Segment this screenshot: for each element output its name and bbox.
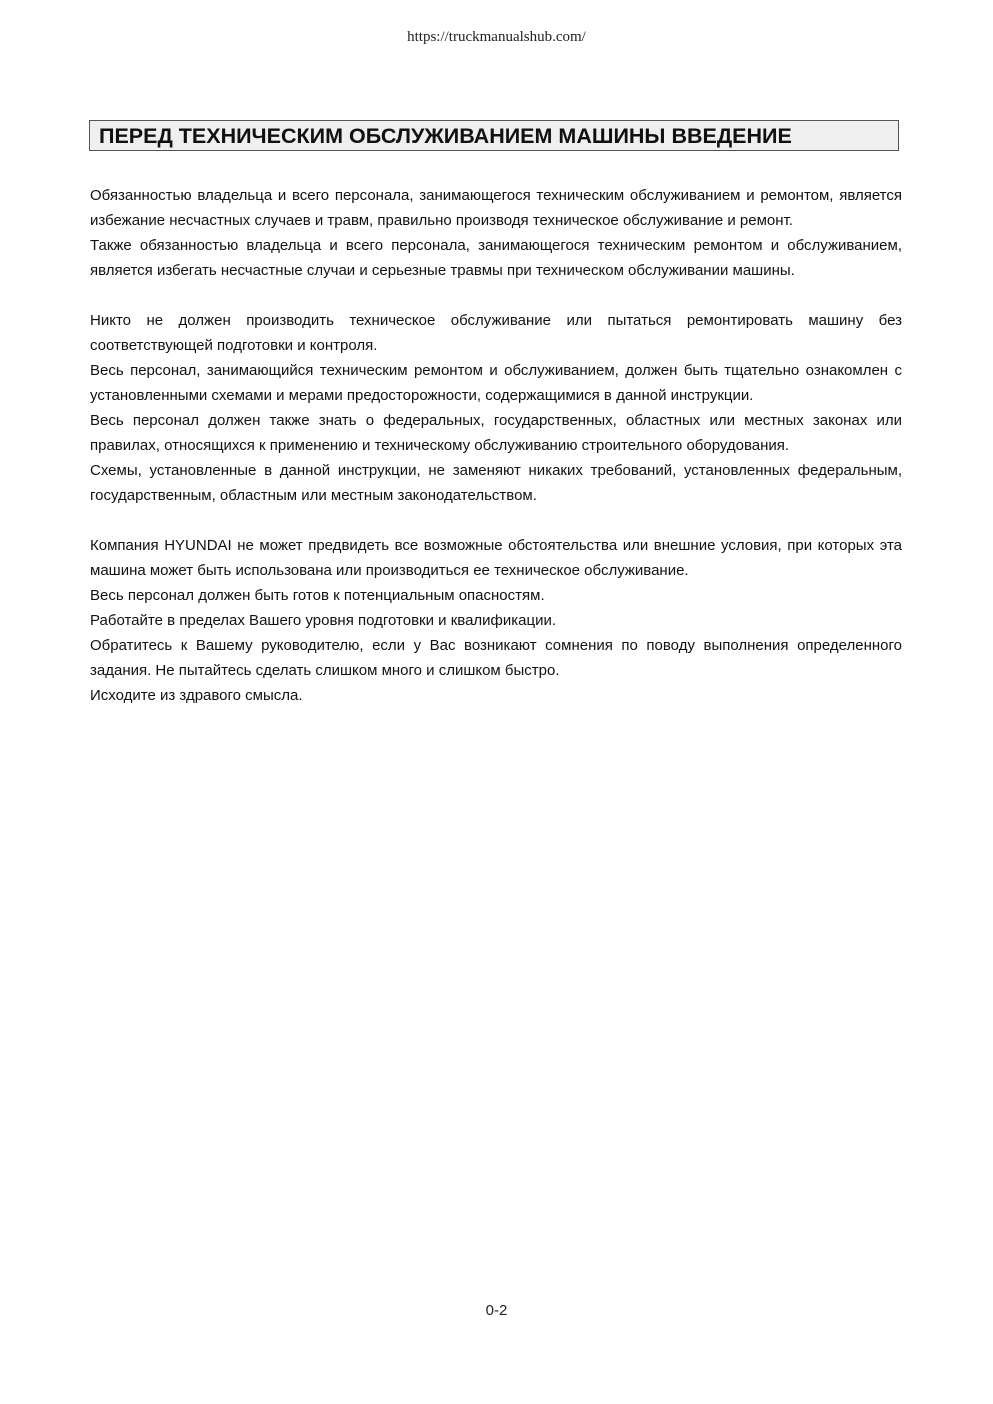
section-hazards: [90, 533, 902, 708]
paragraph: Схемы, установленные в данной инструкции, не заменяют никаких требований, установленных федеральным, государственным, областным или местным законодательством.: [90, 462, 902, 504]
header-url: https://truckmanualshub.com/: [407, 29, 586, 45]
paragraph-spacer: [90, 508, 902, 533]
paragraph: Также обязанностью владельца и всего персонала, занимающегося техническим ремонтом и обслуживанием, является избегать несчастные случаи и серьезные травмы при техническом обслуживании машины.: [90, 237, 902, 279]
paragraph: Работайте в пределах Вашего уровня подготовки и квалификации.: [90, 612, 557, 629]
paragraph: Компания HYUNDAI не может предвидеть все возможные обстоятельства или внешние условия, при которых эта машина может быть использована или производиться ее техническое обслуживание.: [90, 537, 902, 579]
section-title: ПЕРЕД ТЕХНИЧЕСКИМ ОБСЛУЖИВАНИЕМ МАШИНЫ ВВЕДЕНИЕ: [89, 120, 899, 151]
paragraph: Исходите из здравого смысла.: [90, 687, 303, 704]
paragraph: Никто не должен производить техническое обслуживание или пытаться ремонтировать машину без соответствующей подготовки и контроля.: [90, 312, 902, 354]
document-body: [90, 183, 902, 708]
paragraph-spacer: [90, 283, 902, 308]
paragraph: Обязанностью владельца и всего персонала, занимающегося техническим обслуживанием и ремонтом, является избежание несчастных случаев и травм, правильно производя техническое обслуживание и ремонт.: [90, 187, 902, 229]
section-training: [90, 308, 902, 508]
paragraph: Весь персонал, занимающийся техническим ремонтом и обслуживанием, должен быть тщательно ознакомлен с установленными схемами и мерами предосторожности, содержащимися в данной инструкции.: [90, 362, 902, 404]
paragraph: Весь персонал должен быть готов к потенциальным опасностям.: [90, 587, 545, 604]
page-number: 0-2: [485, 1302, 508, 1319]
paragraph: Обратитесь к Вашему руководителю, если у Вас возникают сомнения по поводу выполнения определенного задания. Не пытайтесь сделать слишком много и слишком быстро.: [90, 637, 902, 679]
section-responsibility: [90, 183, 902, 283]
paragraph: Весь персонал должен также знать о федеральных, государственных, областных или местных законах или правилах, относящихся к применению и техническому обслуживанию строительного оборудования.: [90, 412, 902, 454]
